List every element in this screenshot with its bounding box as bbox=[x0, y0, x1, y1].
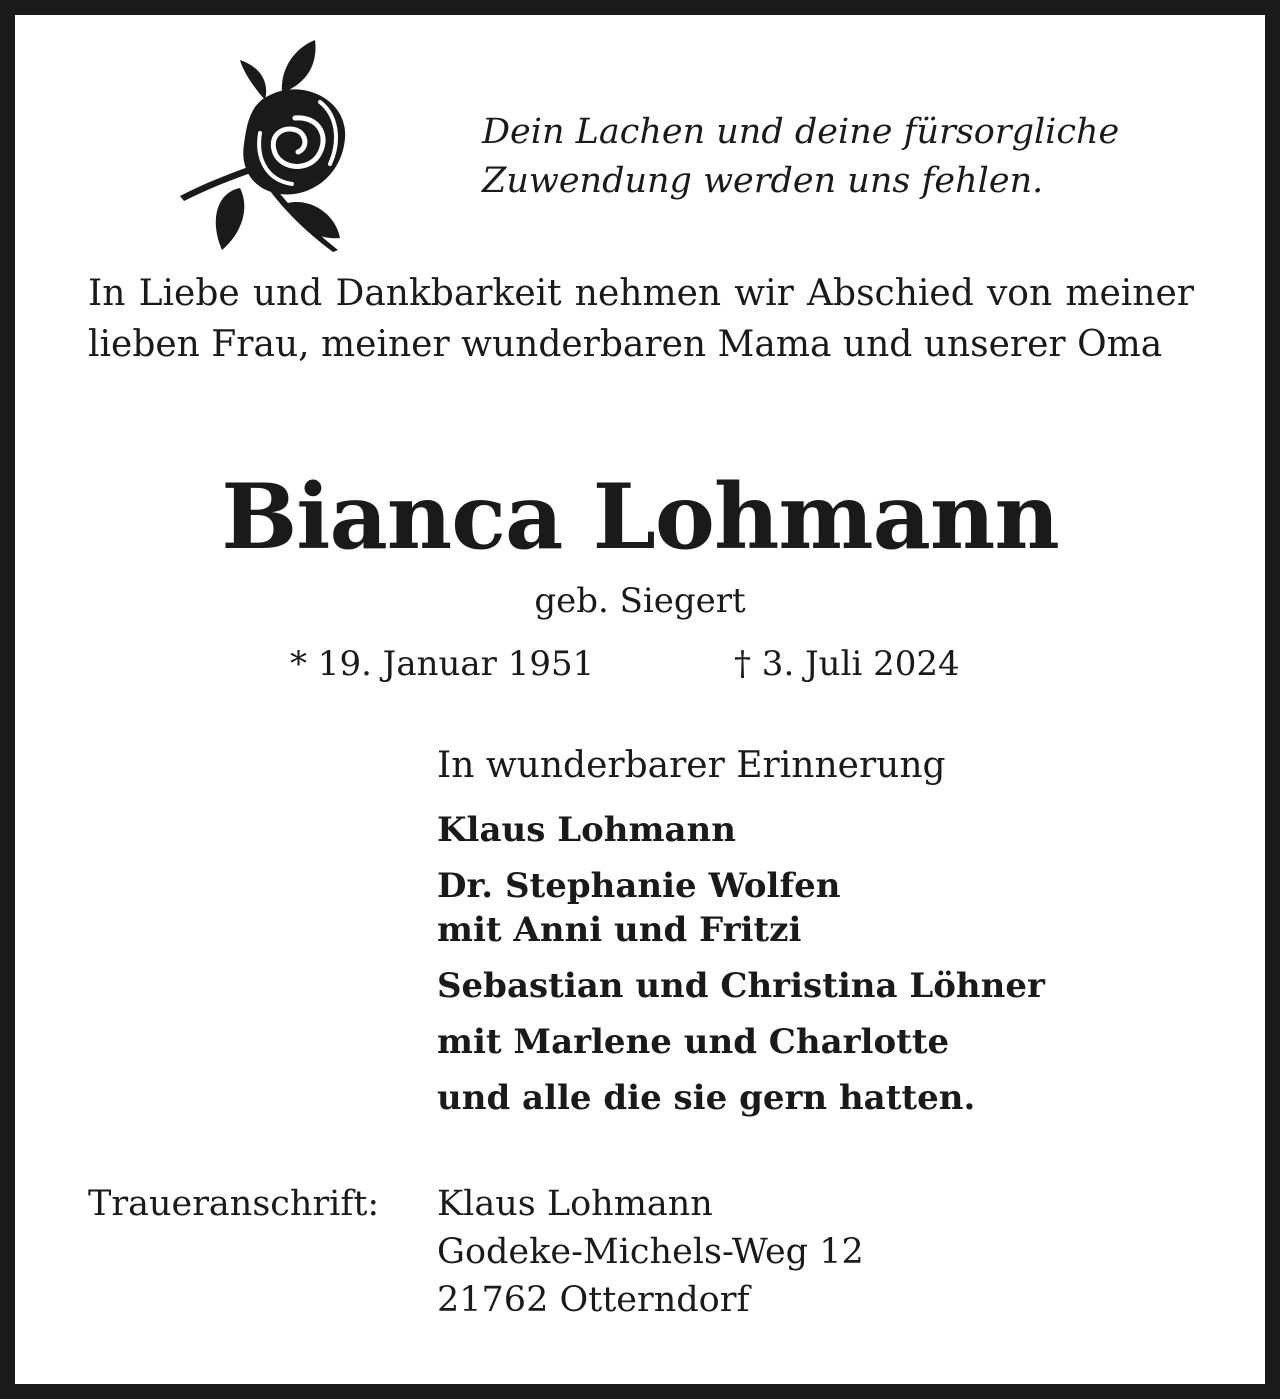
quote bbox=[482, 108, 1212, 206]
mourner-entry bbox=[437, 864, 1197, 952]
mourner-line: und alle die sie gern hatten. bbox=[437, 1078, 976, 1118]
mourner-line: Sebastian und Christina Löhner bbox=[437, 966, 1045, 1006]
mourners-list bbox=[437, 808, 1197, 1132]
address-line: Godeke-Michels-Weg 12 bbox=[437, 1232, 864, 1272]
address-block bbox=[437, 1180, 864, 1324]
mourner-entry bbox=[437, 1076, 1197, 1120]
mourner-line: mit Marlene und Charlotte bbox=[437, 1022, 950, 1062]
mourner-line: Dr. Stephanie Wolfen bbox=[437, 866, 841, 906]
mourner-entry bbox=[437, 808, 1197, 852]
mourner-entry bbox=[437, 1020, 1197, 1064]
quote-line: Zuwendung werden uns fehlen. bbox=[482, 161, 1044, 201]
rose-icon bbox=[170, 38, 360, 253]
mourner-entry bbox=[437, 964, 1197, 1008]
birth-date: * 19. Januar 1951 bbox=[290, 644, 595, 684]
quote-line: Dein Lachen und deine fürsorgliche bbox=[482, 112, 1120, 152]
address-label: Traueranschrift: bbox=[88, 1184, 380, 1224]
deceased-name: Bianca Lohmann bbox=[221, 464, 1059, 570]
address-line: Klaus Lohmann bbox=[437, 1184, 713, 1224]
memory-line: In wunderbarer Erinnerung bbox=[437, 745, 946, 786]
mourner-line: Klaus Lohmann bbox=[437, 810, 736, 850]
mourner-line: mit Anni und Fritzi bbox=[437, 910, 802, 950]
address-line: 21762 Otterndorf bbox=[437, 1280, 750, 1320]
intro-text: In Liebe und Dankbarkeit nehmen wir Abschied von meiner lieben Frau, meiner wunderbaren Mama und unserer Oma bbox=[88, 273, 1194, 365]
death-date: † 3. Juli 2024 bbox=[734, 644, 960, 684]
birth-name: geb. Siegert bbox=[534, 581, 746, 621]
